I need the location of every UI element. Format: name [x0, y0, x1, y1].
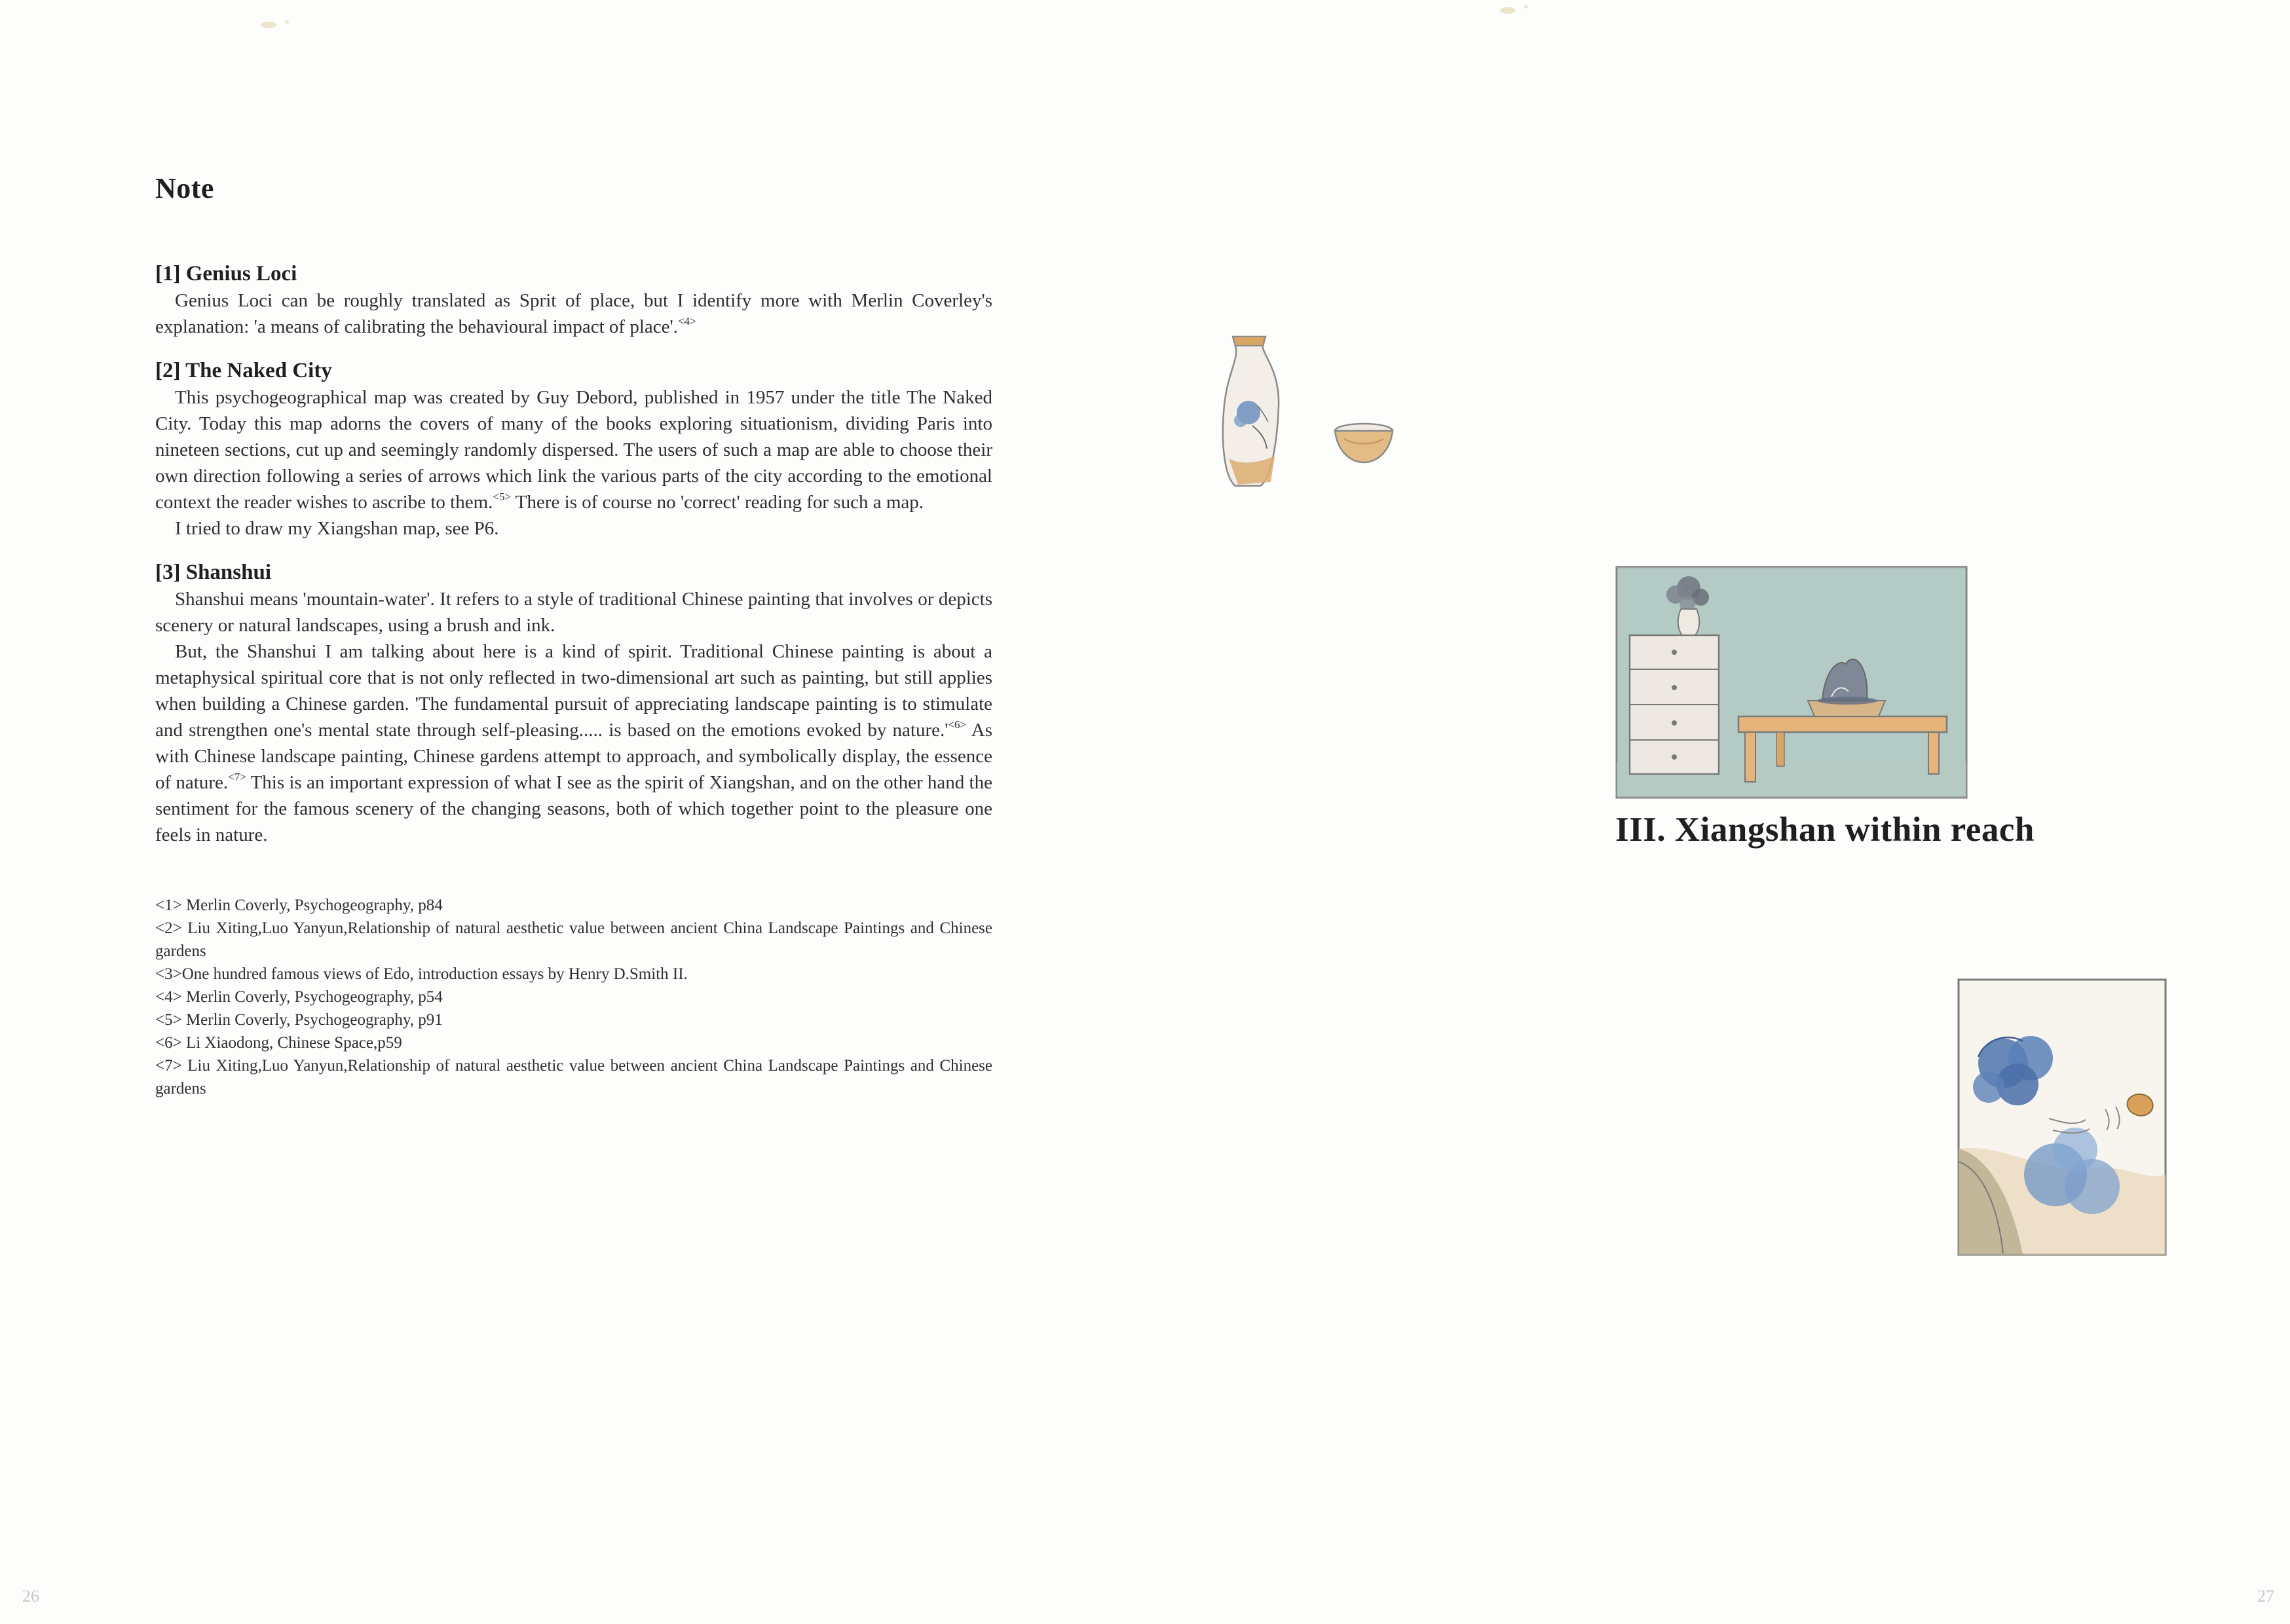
reference-item: <6> Li Xiaodong, Chinese Space,p59 — [155, 1034, 402, 1052]
section-heading: [3] Shanshui — [155, 561, 272, 584]
notes-column — [155, 172, 992, 1100]
footnote-marker: <6> — [948, 718, 967, 731]
reference-list — [155, 894, 992, 1100]
section-paragraph: But, the Shanshui I am talking about here is a kind of spirit. Traditional Chinese painting is about a metaphysical spiritual core that is not only reflected in two-dimensional art such as painting, but still applies when building a Chinese garden. 'The fundamental pursuit of appreciating landscape painting is to stimulate and strengthen one's mental state through self-pleasing..... is based on the emotions evoked by $nature.'^{<6>}$ As with Chinese landscape painting, Chinese gardens attempt to approach, and symbolically display, the essence of nature.$^{<7>}$ This is an important expression of what I see as the spirit of Xiangshan, and on the other hand the sentiment for the famous scenery of the changing seasons, both of which together point to the pleasure one feels in nature. — [155, 641, 992, 845]
reference-item: <1> Merlin Coverly, Psychogeography, p84 — [155, 896, 443, 914]
reference-item: <5> Merlin Coverly, Psychogeography, p91 — [155, 1011, 443, 1029]
page-number-left: 26 — [22, 1587, 39, 1606]
footnote-marker: <4> — [677, 315, 696, 327]
reference-item: <4> Merlin Coverly, Psychogeography, p54 — [155, 988, 443, 1006]
section-paragraph: This psychogeographical map was created by Guy Debord, published in 1957 under the title The Naked City. Today this map adorns the covers of many of the books exploring situationism, dividing Paris into nineteen sections, cut up and seemingly randomly dispersed. The users of such a map are able to choose their own direction following a series of arrows which link the various parts of the city according to the emotional context the reader wishes to ascribe to them.$^{<5>}$ There is of course no 'correct' reading for such a map. — [155, 387, 992, 513]
paper-smudge — [1499, 3, 1533, 22]
vase-and-bowl-sketch-icon — [1220, 334, 1397, 498]
landscape-sketch-icon — [1957, 978, 2167, 1256]
section-heading: [2] The Naked City — [155, 359, 332, 382]
section-paragraph: I tried to draw my Xiangshan map, see P6. — [175, 518, 499, 539]
chapter-title: III. Xiangshan within reach — [1615, 811, 2035, 849]
section-paragraph: Shanshui means 'mountain-water'. It refers to a style of traditional Chinese painting that involves or depicts scenery or natural landscapes, using a brush and ink. — [155, 589, 992, 636]
note-section-shanshui — [155, 559, 992, 848]
page-title: Note — [155, 172, 214, 204]
reference-item: <7> Liu Xiting,Luo Yanyun,Relationship of natural aesthetic value between ancient China Landscape Paintings and Chinese gardens — [155, 1057, 992, 1098]
footnote-marker: <7> — [228, 771, 246, 783]
note-section-genius-loci — [155, 260, 992, 340]
page-number-right: 27 — [2257, 1587, 2274, 1606]
section-heading: [1] Genius Loci — [155, 262, 297, 286]
footnote-marker: <5> — [493, 490, 512, 503]
reference-item: <3>One hundred famous views of Edo, introduction essays by Henry D.Smith II. — [155, 965, 688, 983]
paper-smudge — [259, 17, 293, 36]
interior-room-sketch-icon — [1615, 566, 1968, 799]
section-paragraph: Genius Loci can be roughly translated as Sprit of place, but I identify more with Merlin Coverley's explanation: 'a means of calibrating the behavioural impact of place'.$^{<4>}$ — [155, 290, 992, 337]
reference-item: <2> Liu Xiting,Luo Yanyun,Relationship of natural aesthetic value between ancient China Landscape Paintings and Chinese gardens — [155, 919, 992, 960]
note-section-naked-city — [155, 357, 992, 542]
